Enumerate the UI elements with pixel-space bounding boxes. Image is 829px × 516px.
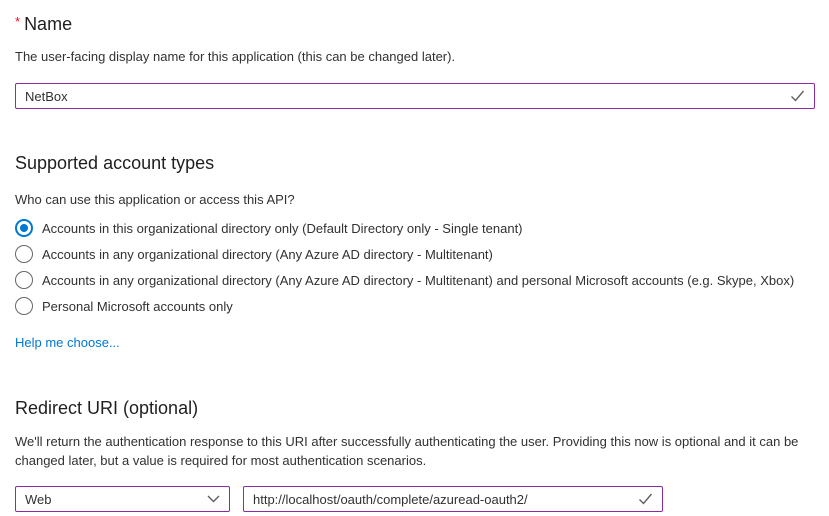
name-title-text: Name	[24, 14, 73, 34]
chevron-down-icon	[207, 495, 220, 503]
radio-dot	[20, 224, 28, 232]
account-type-option-multitenant-personal[interactable]	[15, 267, 815, 293]
help-me-choose-link[interactable]: Help me choose...	[15, 335, 120, 350]
account-type-option-multitenant[interactable]	[15, 241, 815, 267]
radio-button[interactable]	[15, 219, 33, 237]
account-type-label: Accounts in any organizational directory (Any Azure AD directory - Multitenant)	[42, 246, 493, 262]
name-input-field	[15, 83, 815, 109]
radio-button[interactable]	[15, 245, 33, 263]
redirect-uri-description: We'll return the authentication response to this URI after successfully authenticating the user. Providing this now is optional and it can be changed later, but a value is required for most authentication scenarios.	[15, 434, 799, 468]
redirect-uri-section	[15, 396, 815, 512]
name-input[interactable]	[16, 84, 814, 108]
name-description: The user-facing display name for this application (this can be changed later).	[15, 49, 456, 64]
radio-button[interactable]	[15, 271, 33, 289]
redirect-uri-input-field	[243, 486, 663, 512]
account-type-label: Personal Microsoft accounts only	[42, 298, 233, 314]
radio-button[interactable]	[15, 297, 33, 315]
account-type-label: Accounts in this organizational directory only (Default Directory only - Single tenant)	[42, 220, 523, 236]
account-type-option-personal-only[interactable]	[15, 293, 815, 319]
name-section-title	[15, 10, 815, 36]
checkmark-icon	[638, 493, 653, 506]
account-types-question: Who can use this application or access this API?	[15, 192, 295, 207]
name-section	[15, 10, 815, 109]
redirect-uri-title: Redirect URI (optional)	[15, 398, 199, 418]
platform-select[interactable]	[15, 486, 230, 512]
account-type-radio-group	[15, 215, 815, 319]
redirect-uri-input[interactable]	[244, 487, 662, 511]
account-types-section	[15, 151, 815, 352]
required-marker: *	[15, 14, 21, 29]
checkmark-icon	[790, 90, 805, 103]
platform-select-value: Web	[25, 491, 52, 507]
account-type-label: Accounts in any organizational directory (Any Azure AD directory - Multitenant) and personal Microsoft accounts (e.g. Skype, Xbox)	[42, 272, 795, 288]
redirect-uri-inputs-row	[15, 486, 815, 512]
account-types-title: Supported account types	[15, 153, 215, 173]
account-type-option-single-tenant[interactable]	[15, 215, 815, 241]
